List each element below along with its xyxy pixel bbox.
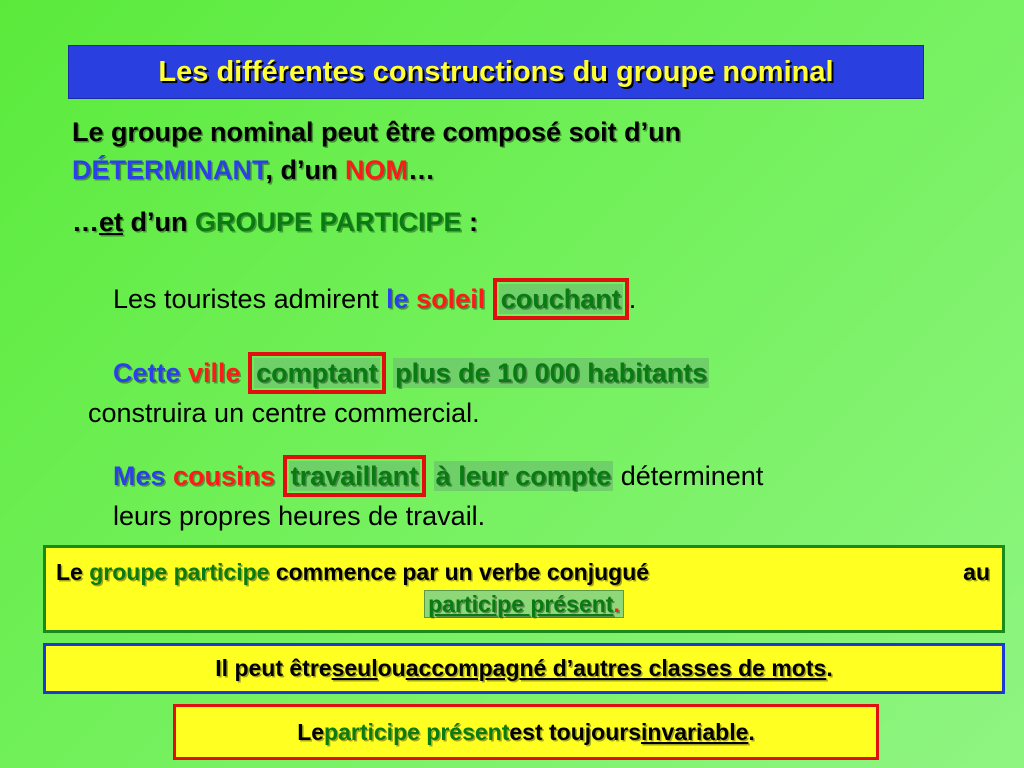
example3-line1 bbox=[113, 456, 943, 496]
example2-determiner: Cette bbox=[113, 358, 181, 388]
title-banner bbox=[68, 45, 924, 99]
intro-line2 bbox=[72, 151, 681, 189]
word-groupe-participe: GROUPE PARTICIPE bbox=[195, 207, 462, 237]
example2-line1 bbox=[88, 353, 858, 393]
rule3-le: Le bbox=[297, 718, 325, 745]
example3-line2: leurs propres heures de travail. bbox=[113, 501, 486, 531]
rule1-le: Le bbox=[56, 559, 90, 585]
example1-end: . bbox=[628, 284, 637, 314]
rule2-accompagne: accompagné d’autres classes de mots bbox=[405, 655, 827, 681]
rule1-dot: . bbox=[613, 591, 620, 617]
example2-complement: plus de 10 000 habitants bbox=[395, 358, 708, 388]
example-sentence-3 bbox=[113, 456, 943, 536]
intro-colon: : bbox=[461, 207, 479, 237]
intro-text bbox=[72, 113, 681, 189]
rule3-dot: . bbox=[748, 718, 755, 745]
rule1-line2 bbox=[46, 588, 1002, 620]
example3-participle: travaillant bbox=[290, 461, 419, 491]
intro-comma-dun: , d’un bbox=[265, 155, 345, 185]
example1-participle: couchant bbox=[500, 284, 621, 314]
rule2-seul: seul bbox=[331, 655, 378, 681]
rule3-participe-present: participe présent bbox=[324, 718, 510, 745]
rule2-dot: . bbox=[826, 655, 833, 681]
example3-participle-box bbox=[283, 455, 427, 497]
rule-box-invariable bbox=[173, 704, 879, 760]
example2-line2: construira un centre commercial. bbox=[88, 398, 480, 428]
rule1-participe-present: participe présent bbox=[428, 591, 614, 617]
example2-participle-box bbox=[248, 352, 386, 394]
rule2-prefix: Il peut être bbox=[215, 655, 332, 681]
example1-determiner: le bbox=[386, 284, 409, 314]
example2-noun: ville bbox=[188, 358, 241, 388]
example-sentence-1 bbox=[113, 279, 636, 319]
rule1-participe-present-box bbox=[424, 590, 624, 618]
rule1-au: au bbox=[963, 559, 990, 585]
example3-determiner: Mes bbox=[113, 461, 166, 491]
rule-box-groupe-participe bbox=[43, 545, 1005, 633]
example1-participle-box bbox=[493, 278, 629, 320]
example-sentence-2 bbox=[88, 353, 858, 433]
rule2-ou: ou bbox=[377, 655, 406, 681]
intro-line1: Le groupe nominal peut être composé soit d’un bbox=[72, 117, 682, 147]
rule3-invariable: invariable bbox=[641, 718, 749, 745]
example1-noun: soleil bbox=[416, 284, 486, 314]
word-determinant: DÉTERMINANT bbox=[72, 155, 266, 185]
word-et: et bbox=[99, 207, 124, 237]
rule1-line1 bbox=[56, 556, 994, 588]
example3-complement: à leur compte bbox=[435, 461, 612, 491]
word-nom: NOM bbox=[344, 155, 408, 185]
example2-participle: comptant bbox=[256, 358, 378, 388]
intro-ellipsis-prefix: … bbox=[72, 207, 99, 237]
intro-line3 bbox=[72, 207, 478, 238]
rule1-groupe-participe: groupe participe bbox=[89, 559, 270, 585]
intro-dun: d’un bbox=[123, 207, 195, 237]
example3-noun: cousins bbox=[173, 461, 276, 491]
intro-ellipsis: … bbox=[407, 155, 435, 185]
page-title: Les différentes constructions du groupe nominal bbox=[158, 55, 834, 88]
rule1-middle: commence par un verbe conjugué bbox=[269, 559, 650, 585]
rule3-middle: est toujours bbox=[509, 718, 642, 745]
rule-box-seul bbox=[43, 643, 1005, 694]
example3-rest1: déterminent bbox=[613, 461, 764, 491]
example1-prefix: Les touristes admirent bbox=[113, 284, 387, 314]
